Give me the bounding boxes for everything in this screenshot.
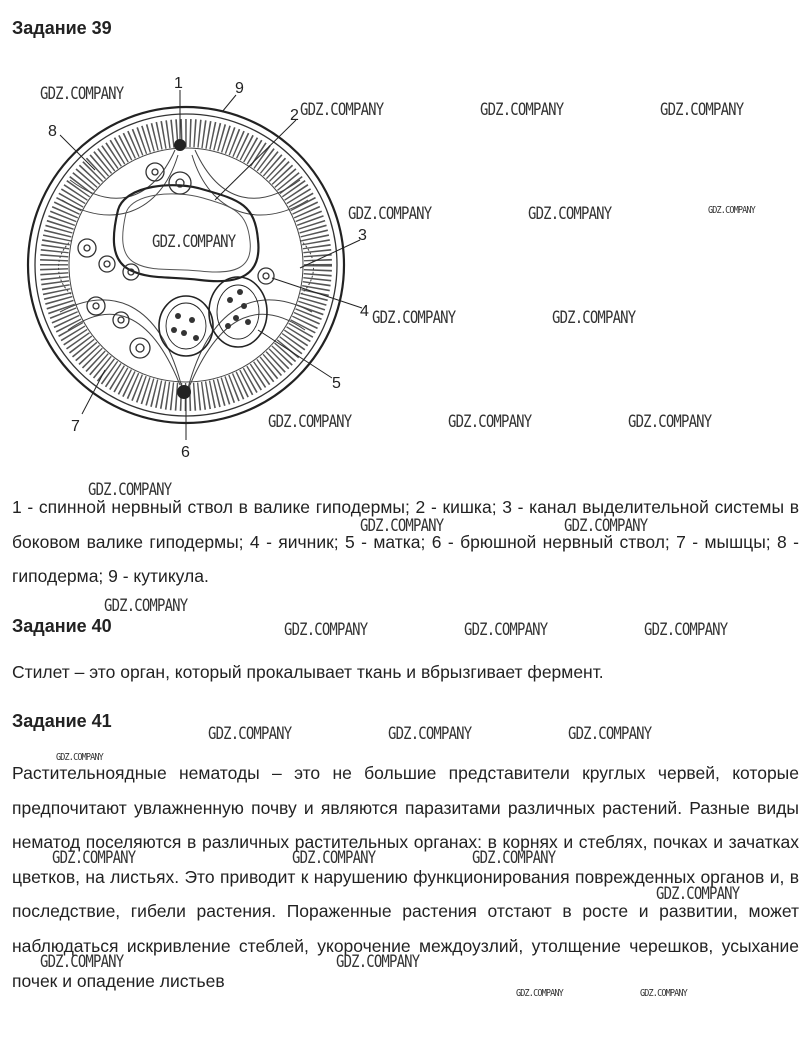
label-8: 8	[48, 123, 57, 140]
watermark: GDZ.COMPANY	[552, 308, 636, 328]
task-40-answer: Стилет – это орган, который прокалывает ткань и вбрызгивает фермент.	[12, 662, 604, 682]
task-39-answer: 1 - спинной нервный ствол в валике гиподермы; 2 - кишка; 3 - канал выделительной системы в боковом валике гиподермы; 4 - яичник; 5 - матка; 6 - брюшной нервный ствол; 7 - мышцы; 8 - гиподерма; 9 - кутикула.	[12, 497, 799, 587]
task-41-heading: Задание 41	[12, 711, 112, 731]
watermark: GDZ.COMPANY	[388, 724, 472, 744]
ventral-nerve-cord	[177, 385, 191, 399]
label-3: 3	[358, 227, 367, 244]
watermark: GDZ.COMPANY	[300, 100, 384, 120]
cuticle-outer-ring	[28, 107, 344, 423]
watermark: GDZ.COMPANY	[568, 724, 652, 744]
task-39-heading: Задание 39	[12, 18, 112, 38]
dorsal-nerve-cord	[174, 139, 186, 151]
muscle-layer	[54, 133, 318, 397]
watermark: GDZ.COMPANY	[40, 84, 124, 104]
watermark: GDZ.COMPANY	[268, 412, 352, 432]
watermark: GDZ.COMPANY	[516, 988, 563, 999]
cuticle-inner-ring	[35, 114, 337, 416]
watermark: GDZ.COMPANY	[88, 480, 172, 500]
watermark: GDZ.COMPANY	[464, 620, 548, 640]
label-1: 1	[174, 75, 183, 92]
watermark: GDZ.COMPANY	[480, 100, 564, 120]
watermark: GDZ.COMPANY	[336, 952, 420, 972]
label-7: 7	[71, 418, 80, 435]
watermark: GDZ.COMPANY	[292, 848, 376, 868]
watermark: GDZ.COMPANY	[628, 412, 712, 432]
watermark: GDZ.COMPANY	[660, 100, 744, 120]
watermark: GDZ.COMPANY	[52, 848, 136, 868]
watermark: GDZ.COMPANY	[284, 620, 368, 640]
label-4: 4	[360, 303, 369, 320]
label-2: 2	[290, 107, 299, 124]
task-41-answer: Растительноядные нематоды – это не большие представители круглых червей, которые предпочитают увлажненную почву и являются паразитами различных растений. Разные виды нематод поселяются в различных растительных органах: в корнях и стеблях, почках и зачатках цветков, на листьях. Это приводит к нарушению функционирования поврежденных органов и, в последствие, гибели растения. Пораженные растения отстают в росте и развитии, может наблюдаться искривление стеблей, укорочение междоузлий, утолщение черешков, усыхание почек и опадение листьев	[12, 763, 799, 991]
nematode-cross-section-diagram	[0, 60, 811, 470]
watermark: GDZ.COMPANY	[372, 308, 456, 328]
watermark: GDZ.COMPANY	[656, 884, 740, 904]
watermark: GDZ.COMPANY	[152, 232, 236, 252]
watermark: GDZ.COMPANY	[40, 952, 124, 972]
watermark: GDZ.COMPANY	[208, 724, 292, 744]
watermark: GDZ.COMPANY	[528, 204, 612, 224]
watermark: GDZ.COMPANY	[360, 516, 444, 536]
watermark: GDZ.COMPANY	[564, 516, 648, 536]
watermark: GDZ.COMPANY	[348, 204, 432, 224]
watermark: GDZ.COMPANY	[644, 620, 728, 640]
task-40-heading: Задание 40	[12, 616, 112, 636]
watermark: GDZ.COMPANY	[640, 988, 687, 999]
label-5: 5	[332, 375, 341, 392]
label-9: 9	[235, 80, 244, 97]
watermark: GDZ.COMPANY	[708, 205, 755, 216]
label-6: 6	[181, 444, 190, 461]
watermark: GDZ.COMPANY	[448, 412, 532, 432]
watermark: GDZ.COMPANY	[104, 596, 188, 616]
watermark: GDZ.COMPANY	[472, 848, 556, 868]
watermark: GDZ.COMPANY	[56, 752, 103, 763]
